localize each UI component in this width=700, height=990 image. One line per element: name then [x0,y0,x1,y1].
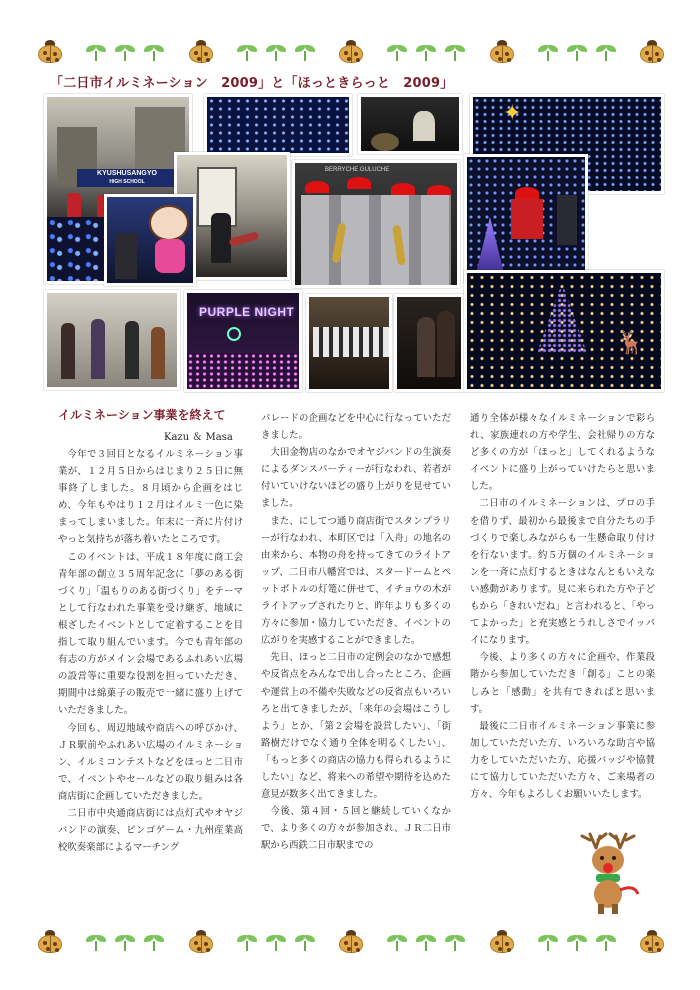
ladybug-icon [187,930,215,954]
sprout-icon [444,43,466,61]
sprout-icon [236,43,258,61]
neon-sign-text: PURPLE NIGHT [199,305,295,319]
reindeer-illustration-icon [576,830,648,916]
top-border [36,34,666,70]
sprout-icon [265,43,287,61]
sprout-row [236,933,316,951]
photo-street-crowd [394,294,464,392]
paragraph: このイベントは、平成１８年度に商工会青年部の創立３５周年記念に「夢のある街づくり」「温もりのある街づくり」をテーマとして行なわれた事業を受け継ぎ、地域に根ざしたイベントとして定着することを目指して取り組んでいます。今でも青年部の有志の方がメイン会場であるふれあい広場の設営等に重要な役割を担っていただき、期間中は綿菓子の販売で一緒に盛り上げていただきました。 [58,551,243,717]
article-heading: イルミネーション事業を終えて [58,408,226,422]
ladybug-icon [36,40,64,64]
paragraph: 二日市のイルミネーションは、プロの手を借りず、最初から最後まで自分たちの手づくりで楽しみながらも一生懸命取り付けを行ないます。約５万個のイルミネーションを一斉に点灯するときはなんともいえない感動があります。見に来られた方や子どもから「きれいだね」と言われると、「やってよかった」と充実感とうれしさでイッパイになります。 [470,498,655,647]
sprout-icon [236,933,258,951]
sprout-icon [294,43,316,61]
sprout-icon [85,43,107,61]
ladybug-icon [488,930,516,954]
sprout-icon [143,43,165,61]
ladybug-icon [337,40,365,64]
sprout-icon [537,933,559,951]
article-column-2 [261,410,451,854]
photo-tree-lights-1 [204,94,352,156]
paragraph: 先日、ほっと二日市の定例会のなかで感想や反省点をみんなで出し合ったところ、企画や運営上の不備や失敗などの反省点もいろいろと出てきましたが、「来年の会場はこうしよう」とか、「第２会場を設営したい」、「街路樹だけでなく通り全体を明るくしたい」、「もっと多くの商店の協力も得られるようにしたい」など、将来への希望や期待を込めた意見が数多く出てきました。 [261,652,451,801]
sprout-row [236,43,316,61]
paragraph: また、にしてつ通り商店街でスタンプラリーが行なわれ、本町区では「入舟」の地名の由来から、本物の舟を持ってきてのライトアップ、二日市八幡宮では、スタードームとペットボトルの灯篭に併せて、イチョウの木がライトアップされたりと、昨年よりも多くの方々に参加・協力していただき、イベントの広がりを実感することができました。 [261,515,451,647]
page-title: 「二日市イルミネーション 2009」と「ほっときらっと 2009」 [50,76,454,91]
banner-text: KYUSHUSANGYO [97,170,157,177]
paragraph: 二日市中央通商店街には点灯式やオヤジバンドの演奏、ビンゴゲーム・九州産業高校吹奏楽部によるマーチング [58,807,243,854]
sprout-row [537,43,617,61]
photo-band-stage [358,94,462,154]
sprout-icon [444,933,466,951]
sprout-row [85,933,165,951]
photo-marching-band [306,294,392,392]
sprout-icon [595,933,617,951]
sprout-icon [415,933,437,951]
photo-collage [44,94,664,392]
sprout-icon [537,43,559,61]
sprout-row [386,933,466,951]
photo-saxophone-band [292,160,460,288]
sprout-icon [595,43,617,61]
sprout-icon [114,43,136,61]
ladybug-icon [337,930,365,954]
paragraph: 通り全体が様々なイルミネーションで彩られ、家族連れの方や学生、会社帰りの方など多くの方が「ほっと」してくれるようなイベントに盛り上がっていけたらと思いました。 [470,413,655,493]
sprout-icon [294,933,316,951]
ladybug-icon [36,930,64,954]
sprout-icon [566,43,588,61]
paragraph: 今後、第４回・５回と継続していくなかで、より多くの方々が参加され、ＪＲ二日市駅から西鉄二日市駅までの [261,806,451,852]
banner-subtext: HIGH SCHOOL [109,179,145,185]
sprout-row [386,43,466,61]
ladybug-icon [488,40,516,64]
paragraph: 最後に二日市イルミネーション事業に参加していただいた方、いろいろな助言や協力をしていただいた方、応援バッジや協賛にて協力していただいた方々、ご来場者の方々、今年もよろしくお願いいたします。 [470,720,655,801]
article-column-1 [58,446,243,856]
ladybug-icon [187,40,215,64]
sprout-icon [386,933,408,951]
sprout-icon [566,933,588,951]
photo-purple-night [184,290,302,392]
bottom-border [36,924,666,960]
ladybug-icon [638,930,666,954]
paragraph: 今後、より多くの方々に企画や、作業段階から参加していただき「創る」ことの楽しみと「感動」を共有できればと思います。 [470,652,655,715]
article-authors: Kazu ＆ Masa [164,432,233,443]
sprout-icon [386,43,408,61]
sprout-icon [415,43,437,61]
article-column-3 [470,410,655,803]
sprout-icon [143,933,165,951]
paragraph: 今年で３回目となるイルミネーション事業が、１２月５日からはじまり２５日に無事終了しました。８月頃から企画をはじめ、今年もやはり１２月はイルミ一色に染まってしまいました。年末に一斉に片付けやっと気持ちが落ち着いたところです。 [58,449,243,546]
ladybug-icon [638,40,666,64]
photo-star-lights: ✦ [470,94,664,194]
photo-mascot [104,194,196,286]
photo-dance-party [44,290,180,390]
paragraph: 大田金物店のなかでオヤジバンドの生演奏によるダンスパーティーが行なわれ、若者が付いていけないほどの盛り上がりを見せていました。 [261,447,451,510]
photo-reindeer-lights: 🦌 [464,270,664,392]
paragraph: パレードの企画などを中心に行なっていただきました。 [261,413,451,442]
sprout-icon [114,933,136,951]
sprout-row [85,43,165,61]
shop-sign-text: BERRYCHE GULUCHE [325,167,390,173]
sprout-icon [265,933,287,951]
sprout-row [537,933,617,951]
paragraph: 今回も、周辺地域や商店への呼びかけ、ＪＲ駅前やふれあい広場のイルミネーション、イルミコンテストなどをほっと二日市で、イベントやセールなどの取り組みは各商店街に企画していただきました。 [58,722,243,802]
photo-santa [464,154,588,284]
sprout-icon [85,933,107,951]
